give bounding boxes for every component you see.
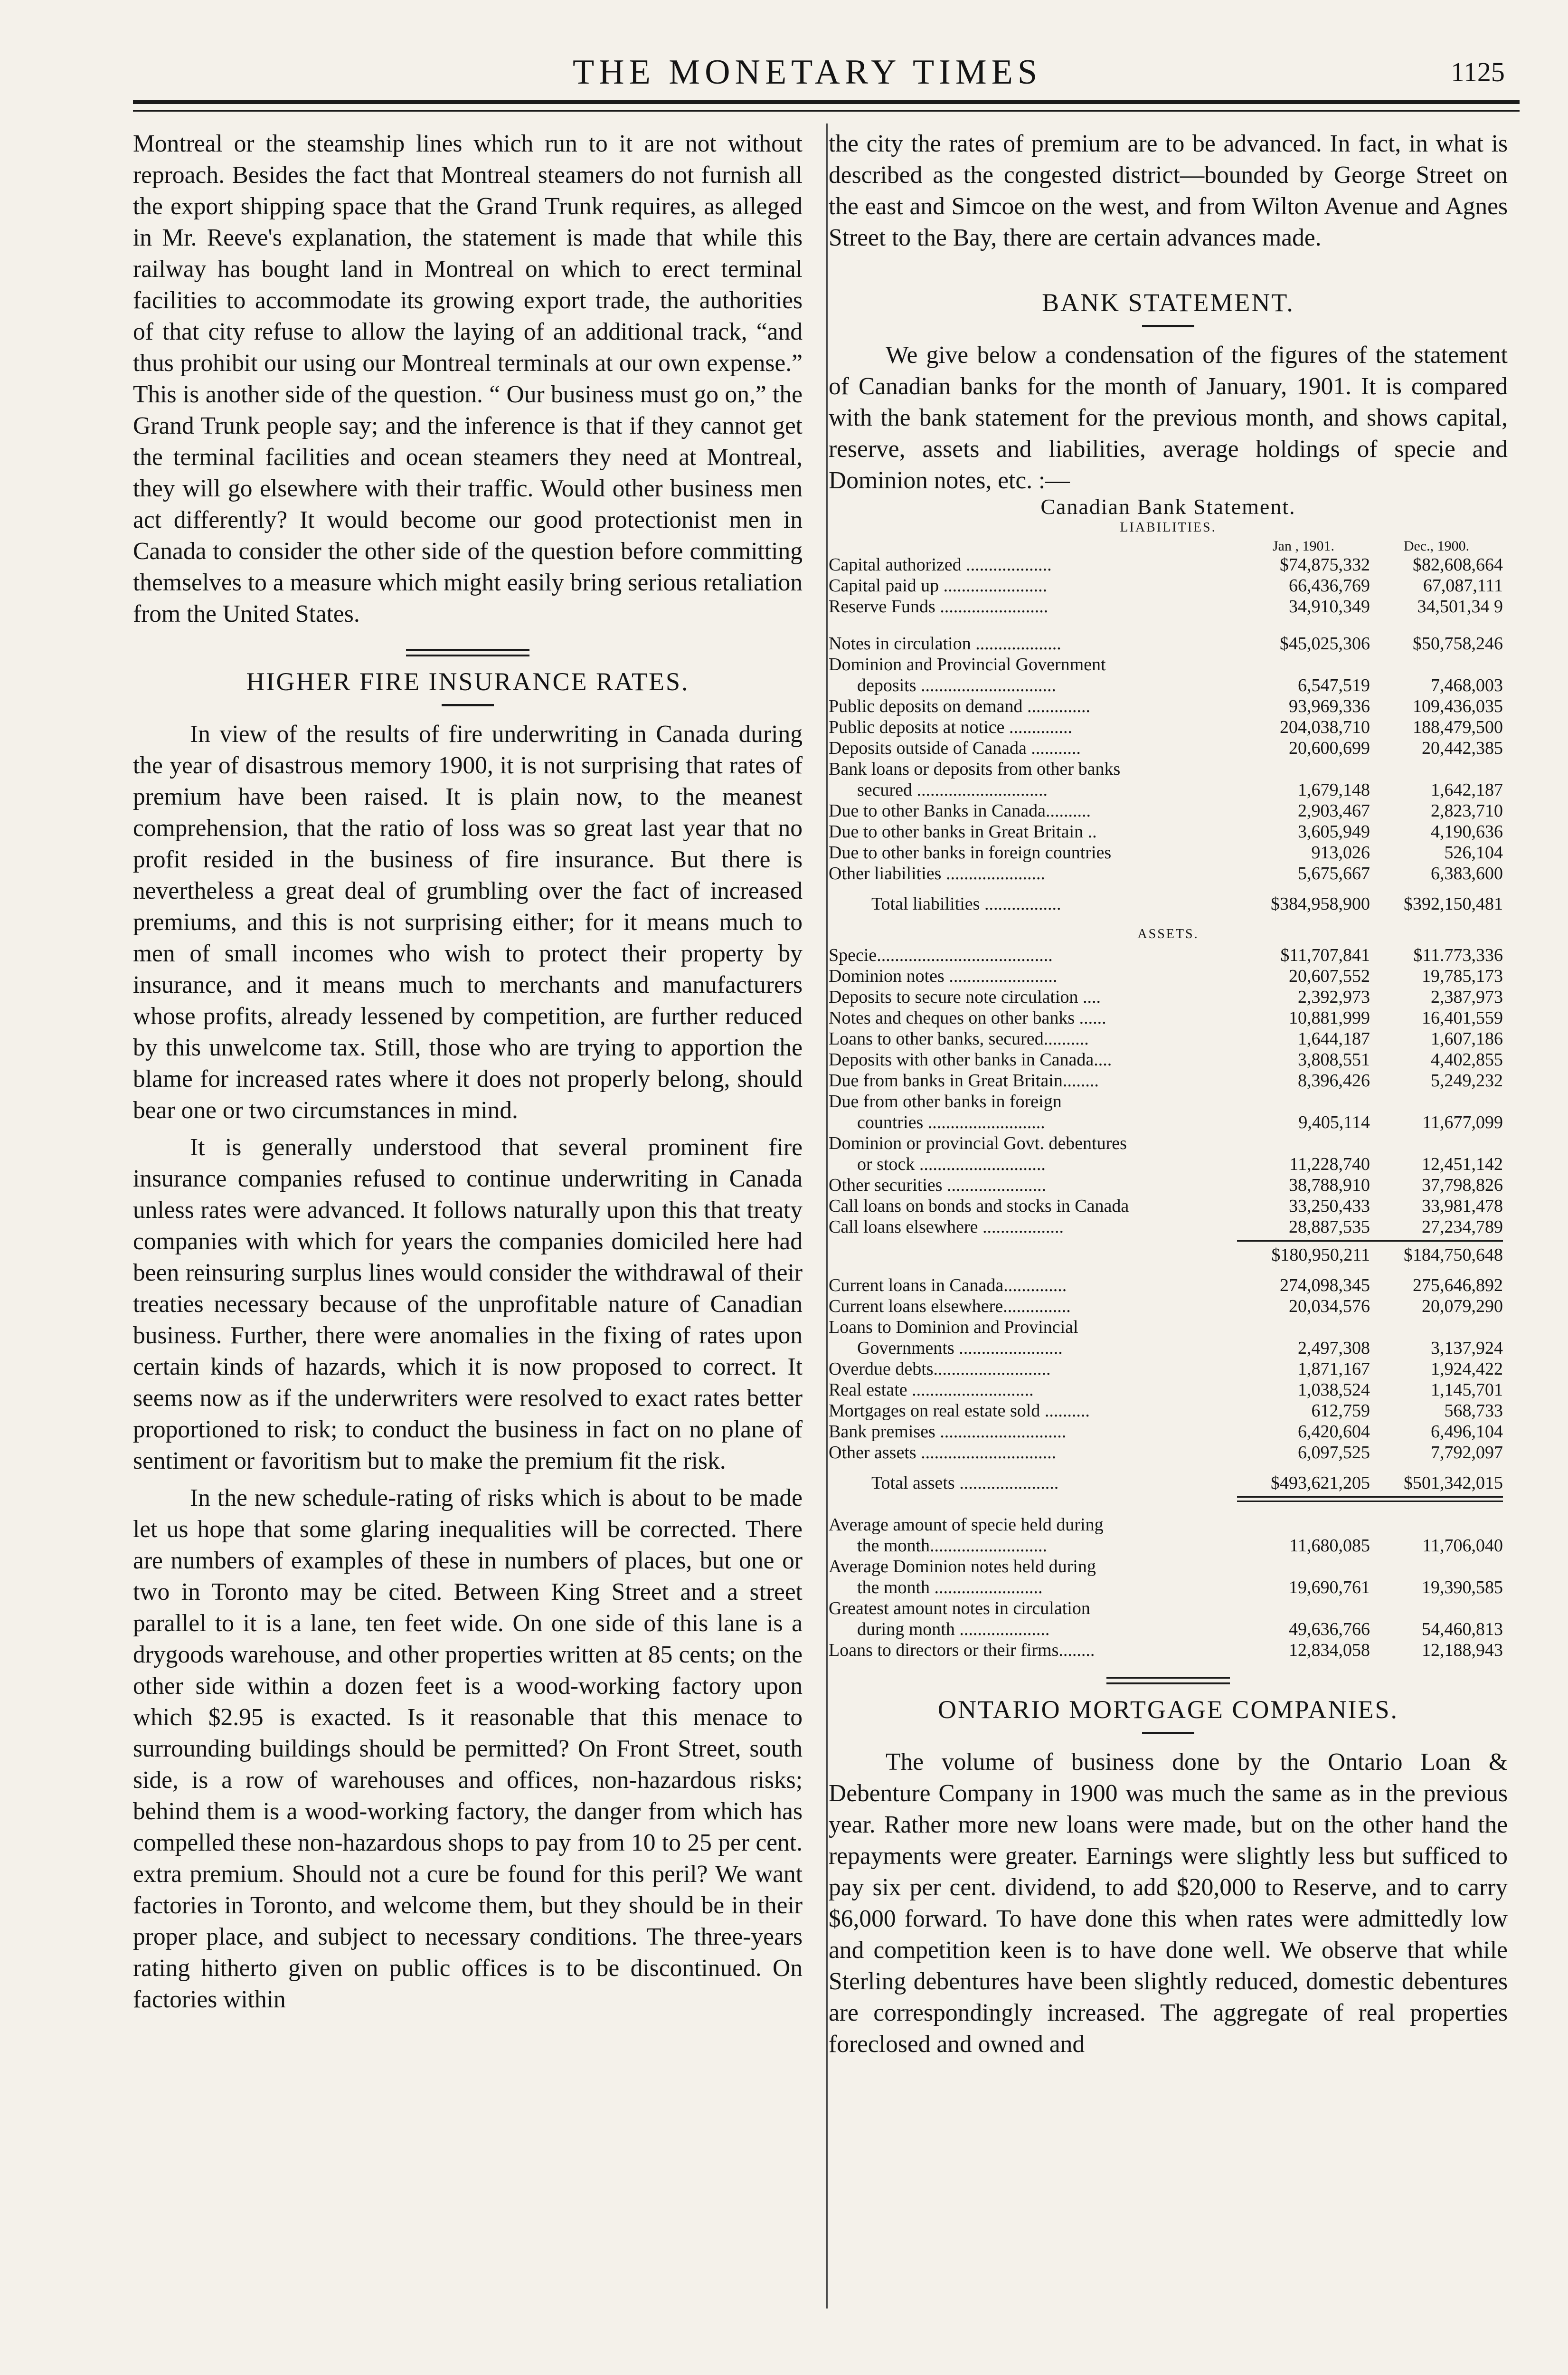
column-header-dec-1900: Dec., 1900. — [1403, 538, 1470, 554]
value-dec-1900: 2,387,973 — [1431, 987, 1503, 1007]
section-double-rule — [406, 647, 529, 659]
value-jan-1901: $11,707,841 — [1280, 945, 1370, 965]
row-label: Due from banks in Great Britain........ — [829, 1071, 1099, 1091]
row-label: Other assets .............................. — [829, 1443, 1057, 1463]
row-label: Other liabilities ...................... — [829, 864, 1045, 884]
paragraph: In view of the results of fire underwriting in Canada during the year of disastrous memory 1900, it is not surprising that rates of premium have been raised. It is plain now, to the meanest comprehension, that the ratio of loss was so great last year that no profit resided in the business of fire insurance. But there is nevertheless a great deal of grumbling over the fact of increased premiums, and this is not surprising either; for it means much to men of small incomes who wish to protect their property by insurance, and it means much to merchants and manufacturers whose profits, already lessened by competition, are further reduced by this unwelcome tax. Still, those who are trying to apportion the blame for increased rates where it does not properly belong, should bear one or two circumstances in mind. — [133, 721, 803, 1124]
table-row — [829, 945, 1508, 966]
table-row — [829, 759, 1508, 779]
value-dec-1900: 16,401,559 — [1422, 1008, 1503, 1028]
row-label: the month ........................ — [857, 1577, 1043, 1597]
value-dec-1900: 7,468,003 — [1431, 675, 1503, 695]
value-dec-1900: $11.773,336 — [1413, 945, 1503, 965]
value-jan-1901 — [1237, 1091, 1370, 1112]
table-row — [829, 717, 1508, 738]
row-label: Average Dominion notes held during — [829, 1557, 1096, 1577]
table-row — [829, 779, 1508, 800]
row-label: Due to other banks in foreign countries — [829, 843, 1112, 863]
table-row — [829, 1577, 1508, 1598]
table-row — [829, 1556, 1508, 1577]
row-label: deposits .............................. — [857, 675, 1057, 695]
value-jan-1901: 3,605,949 — [1298, 822, 1370, 842]
title-dash — [1142, 1732, 1194, 1734]
row-label: Loans to other banks, secured.......... — [829, 1029, 1089, 1049]
table-row — [829, 1154, 1508, 1175]
table-row — [829, 821, 1508, 842]
value-jan-1901: 20,600,699 — [1289, 738, 1370, 758]
value-jan-1901: 20,607,552 — [1289, 966, 1370, 986]
table-row — [829, 1007, 1508, 1028]
value-dec-1900: 11,677,099 — [1422, 1112, 1503, 1132]
value-jan-1901 — [1237, 1317, 1370, 1338]
table-row — [829, 1400, 1508, 1421]
table-row — [829, 1317, 1508, 1338]
value-jan-1901: 274,098,345 — [1280, 1275, 1370, 1295]
row-label: countries .......................... — [857, 1112, 1045, 1132]
title-dash — [442, 704, 494, 706]
value-dec-1900: 4,190,636 — [1431, 822, 1503, 842]
table-row — [829, 1296, 1508, 1317]
table-row — [829, 1421, 1508, 1442]
value-jan-1901: 19,690,761 — [1289, 1577, 1370, 1597]
value-jan-1901: 11,680,085 — [1289, 1536, 1370, 1556]
value-dec-1900: $501,342,015 — [1404, 1473, 1503, 1493]
value-jan-1901 — [1237, 1598, 1370, 1619]
row-label: secured ............................. — [857, 780, 1048, 800]
value-dec-1900: 37,798,826 — [1422, 1175, 1503, 1195]
value-jan-1901: 1,679,148 — [1298, 780, 1370, 800]
row-label: Deposits to secure note circulation .... — [829, 987, 1101, 1007]
table-row — [829, 800, 1508, 821]
paragraph: The volume of business done by the Ontario Loan & Debenture Company in 1900 was much the same as in the previous year. Rather more new loans were made, but on the other hand the repayments were greater. Earnings were slightly less but sufficed to pay six per cent. dividend, to add $20,000 to Reserve, and to carry $6,000 forward. To have done this when rates were admittedly low and competition keen is to have done well. We observe that while Sterling debentures have been slightly reduced, domestic debentures are correspondingly increased. The aggregate of real properties foreclosed and owned and — [829, 1748, 1508, 2058]
value-dec-1900: 54,460,813 — [1422, 1619, 1503, 1639]
table-row — [829, 1598, 1508, 1619]
table-column-headers — [829, 538, 1508, 554]
table-rule — [1237, 1496, 1503, 1498]
row-label: Mortgages on real estate sold .......... — [829, 1401, 1090, 1421]
masthead — [0, 52, 1568, 100]
value-dec-1900: 20,442,385 — [1422, 738, 1503, 758]
value-dec-1900 — [1370, 759, 1503, 779]
value-dec-1900: 1,924,422 — [1431, 1359, 1503, 1379]
table-row — [829, 554, 1508, 575]
value-jan-1901: $74,875,332 — [1280, 555, 1370, 575]
table-rule — [1237, 1240, 1503, 1242]
table-row — [829, 1070, 1508, 1091]
table-row — [829, 1472, 1508, 1493]
row-label: Specie....................................... — [829, 945, 1053, 965]
row-label: Current loans elsewhere............... — [829, 1296, 1071, 1316]
table-caption: Canadian Bank Statement. — [1040, 494, 1296, 519]
table-row — [829, 1175, 1508, 1196]
row-label: Call loans on bonds and stocks in Canada — [829, 1196, 1129, 1216]
value-jan-1901: 12,834,058 — [1289, 1640, 1370, 1660]
value-dec-1900: 2,823,710 — [1431, 801, 1503, 821]
value-dec-1900: 275,646,892 — [1413, 1275, 1503, 1295]
row-label: Overdue debts.......................... — [829, 1359, 1051, 1379]
value-dec-1900: 33,981,478 — [1422, 1196, 1503, 1216]
row-label: Bank premises ............................ — [829, 1422, 1067, 1442]
table-row — [829, 1196, 1508, 1216]
value-dec-1900: 34,501,34 9 — [1417, 597, 1503, 617]
value-jan-1901: $45,025,306 — [1280, 634, 1370, 654]
value-dec-1900 — [1370, 1598, 1503, 1619]
table-row — [829, 842, 1508, 863]
left-column — [133, 128, 803, 2015]
table-row — [829, 1244, 1508, 1265]
value-jan-1901: 8,396,426 — [1298, 1071, 1370, 1091]
value-dec-1900: 4,402,855 — [1431, 1050, 1503, 1070]
value-dec-1900: 6,496,104 — [1431, 1422, 1503, 1442]
value-jan-1901 — [1237, 1556, 1370, 1577]
value-dec-1900: 11,706,040 — [1422, 1536, 1503, 1556]
table-row — [829, 1535, 1508, 1556]
section-double-rule — [1106, 1675, 1230, 1687]
row-label: Due to other Banks in Canada.......... — [829, 801, 1091, 821]
row-label: Notes in circulation ................... — [829, 634, 1061, 654]
value-dec-1900: 1,145,701 — [1431, 1380, 1503, 1400]
table-row — [829, 1640, 1508, 1661]
table-row — [829, 738, 1508, 759]
value-dec-1900: 188,479,500 — [1413, 717, 1503, 737]
value-jan-1901: 612,759 — [1311, 1401, 1370, 1421]
value-dec-1900: 19,390,585 — [1422, 1577, 1503, 1597]
liabilities-heading: LIABILITIES. — [1120, 520, 1217, 535]
article-continued-paragraph: the city the rates of premium are to be advanced. In fact, in what is described as the congested district—bounded by George Street on the east and Simcoe on the west, and from Wilton Avenue and Agnes Street to the Bay, there are certain advances made. — [829, 130, 1508, 251]
value-jan-1901: 38,788,910 — [1289, 1175, 1370, 1195]
value-jan-1901: 6,547,519 — [1298, 675, 1370, 695]
value-jan-1901: 28,887,535 — [1289, 1217, 1370, 1237]
table-row — [829, 966, 1508, 987]
header-rule — [133, 100, 1520, 104]
value-dec-1900: $392,150,481 — [1404, 894, 1503, 914]
value-jan-1901 — [1237, 654, 1370, 675]
table-row — [829, 1112, 1508, 1133]
value-dec-1900: 109,436,035 — [1413, 696, 1503, 716]
header-rule-thin — [133, 110, 1520, 112]
row-label: Current loans in Canada.............. — [829, 1275, 1067, 1295]
row-label: Call loans elsewhere .................. — [829, 1217, 1064, 1237]
table-row — [829, 987, 1508, 1007]
value-jan-1901: 33,250,433 — [1289, 1196, 1370, 1216]
table-row — [829, 696, 1508, 717]
value-jan-1901: 2,903,467 — [1298, 801, 1370, 821]
title-dash — [1142, 325, 1194, 327]
value-dec-1900: 568,733 — [1444, 1401, 1503, 1421]
value-dec-1900: 526,104 — [1444, 843, 1503, 863]
table-row — [829, 893, 1508, 914]
paragraph: It is generally understood that several prominent fire insurance companies refused to continue underwriting in Canada unless rates were advanced. It follows naturally upon this that treaty companies with which for years the companies domiciled here had been reinsuring surplus lines would consider the withdrawal of their treaties necessary because of the unprofitable nature of Canadian business. Further, there were anomalies in the fixing of rates upon certain kinds of hazards, which it is now proposed to correct. It seems now as if the underwriters were resolved to exact rates better proportioned to risk; to conduct the business in fact on no plane of sentiment or favoritism but to make the premium fit the risk. — [133, 1134, 803, 1474]
row-label: or stock ............................ — [857, 1154, 1046, 1174]
publication-title: THE MONETARY TIMES — [572, 53, 1042, 92]
value-jan-1901: 2,497,308 — [1298, 1338, 1370, 1358]
right-column — [829, 128, 1508, 2060]
row-label: Average amount of specie held during — [829, 1515, 1104, 1535]
row-label — [829, 1244, 1237, 1265]
table-row — [829, 1514, 1508, 1535]
value-jan-1901: 34,910,349 — [1289, 597, 1370, 617]
row-label: Governments ....................... — [857, 1338, 1063, 1358]
value-jan-1901: 1,871,167 — [1298, 1359, 1370, 1379]
value-dec-1900: 7,792,097 — [1431, 1443, 1503, 1463]
table-row — [829, 863, 1508, 884]
value-jan-1901: 204,038,710 — [1280, 717, 1370, 737]
row-label: Dominion notes ........................ — [829, 966, 1058, 986]
value-jan-1901: 2,392,973 — [1298, 987, 1370, 1007]
value-dec-1900: 19,785,173 — [1422, 966, 1503, 986]
value-dec-1900 — [1370, 1514, 1503, 1535]
value-jan-1901 — [1237, 1514, 1370, 1535]
row-label: Public deposits at notice .............. — [829, 717, 1072, 737]
value-jan-1901: $493,621,205 — [1271, 1473, 1370, 1493]
value-dec-1900: $184,750,648 — [1404, 1245, 1503, 1265]
value-jan-1901: 6,097,525 — [1298, 1443, 1370, 1463]
table-row — [829, 1358, 1508, 1379]
value-jan-1901: 3,808,551 — [1298, 1050, 1370, 1070]
value-dec-1900: 5,249,232 — [1431, 1071, 1503, 1091]
value-jan-1901: 20,034,576 — [1289, 1296, 1370, 1316]
row-label: Loans to Dominion and Provincial — [829, 1317, 1078, 1337]
value-jan-1901: 66,436,769 — [1289, 576, 1370, 596]
value-jan-1901 — [1237, 1133, 1370, 1154]
table-row — [829, 654, 1508, 675]
row-label: Public deposits on demand .............. — [829, 696, 1090, 716]
table-row — [829, 1216, 1508, 1237]
table-row — [829, 1619, 1508, 1640]
row-label: Due from other banks in foreign — [829, 1092, 1062, 1112]
bank-statement-table — [829, 496, 1508, 1661]
row-label: during month .................... — [857, 1619, 1050, 1639]
table-row — [829, 1379, 1508, 1400]
row-label: Total liabilities ................. — [871, 894, 1061, 914]
value-dec-1900: 3,137,924 — [1431, 1338, 1503, 1358]
row-label: Due to other banks in Great Britain .. — [829, 822, 1097, 842]
row-label: Bank loans or deposits from other banks — [829, 759, 1121, 779]
row-label: Total assets ...................... — [871, 1473, 1059, 1493]
value-dec-1900: $50,758,246 — [1413, 634, 1503, 654]
table-row — [829, 1133, 1508, 1154]
column-header-jan-1901: Jan , 1901. — [1273, 538, 1334, 554]
column-divider — [826, 124, 828, 2308]
row-label: Deposits outside of Canada ........... — [829, 738, 1081, 758]
row-label: the month.......................... — [857, 1536, 1048, 1556]
row-label: Loans to directors or their firms........ — [829, 1640, 1095, 1660]
assets-heading: ASSETS. — [1137, 927, 1199, 941]
table-row — [829, 575, 1508, 596]
value-jan-1901: 10,881,999 — [1289, 1008, 1370, 1028]
value-jan-1901: $384,958,900 — [1271, 894, 1370, 914]
value-jan-1901: 11,228,740 — [1289, 1154, 1370, 1174]
value-jan-1901: 9,405,114 — [1298, 1112, 1370, 1132]
table-row — [829, 596, 1508, 617]
row-label: Deposits with other banks in Canada.... — [829, 1050, 1112, 1070]
table-row — [829, 1442, 1508, 1463]
value-dec-1900: 67,087,111 — [1423, 576, 1503, 596]
value-dec-1900 — [1370, 1556, 1503, 1577]
value-dec-1900: $82,608,664 — [1413, 555, 1503, 575]
value-dec-1900: 12,188,943 — [1422, 1640, 1503, 1660]
value-jan-1901: 93,969,336 — [1289, 696, 1370, 716]
value-jan-1901: $180,950,211 — [1271, 1245, 1370, 1265]
value-dec-1900 — [1370, 1317, 1503, 1338]
value-dec-1900: 27,234,789 — [1422, 1217, 1503, 1237]
value-dec-1900: 1,642,187 — [1431, 780, 1503, 800]
paragraph: In the new schedule-rating of risks which is about to be made let us hope that some glaring inequalities will be corrected. There are numbers of examples of these in numbers of places, but one or two in Toronto may be cited. Between King Street and a street parallel to it is a lane, ten feet wide. On one side of this lane is a drygoods warehouse, and other properties written at 85 cents; on the other side within a dozen feet is a wood-working factory upon which $2.95 is exacted. Is it reasonable that this menace to surrounding buildings should be permitted? On Front Street, south side, is a row of warehouses and offices, non-hazardous risks; behind them is a wood-working factory, the danger from which has compelled these non-hazardous shops to pay from 10 to 25 per cent. extra premium. Should not a cure be found for this peril? We want factories in Toronto, and welcome them, but they should be in their proper place, and subject to necessary conditions. The three-years rating hitherto given on public offices is to be discontinued. On factories within — [133, 1484, 803, 2013]
row-label: Greatest amount notes in circulation — [829, 1598, 1090, 1618]
row-label: Other securities ...................... — [829, 1175, 1047, 1195]
table-row — [829, 675, 1508, 696]
value-dec-1900 — [1370, 1091, 1503, 1112]
row-label: Notes and cheques on other banks ...... — [829, 1008, 1106, 1028]
row-label: Capital paid up ....................... — [829, 576, 1048, 596]
row-label: Reserve Funds ........................ — [829, 597, 1048, 617]
value-jan-1901: 5,675,667 — [1298, 864, 1370, 884]
value-jan-1901: 1,038,524 — [1298, 1380, 1370, 1400]
value-jan-1901: 913,026 — [1311, 843, 1370, 863]
row-label: Real estate ........................... — [829, 1380, 1034, 1400]
row-label: Dominion and Provincial Government — [829, 655, 1106, 674]
section-title-fire-insurance: HIGHER FIRE INSURANCE RATES. — [246, 667, 690, 696]
value-jan-1901 — [1237, 759, 1370, 779]
article-continued-paragraph: Montreal or the steamship lines which run to it are not without reproach. Besides the fact that Montreal steamers do not furnish all the export shipping space that the Grand Trunk requires, as alleged in Mr. Reeve's explanation, the statement is made that while this railway has bought land in Montreal on which to erect terminal facilities to accommodate its growing export trade, the authorities of that city refuse to allow the laying of an additional track, “and thus prohibit our using our Montreal terminals at our own expense.” This is another side of the question. “ Our business must go on,” the Grand Trunk people say; and the inference is that if they cannot get the terminal facilities and ocean steamers they need at Montreal, they will go elsewhere with their traffic. Would other business men act differently? It would become our good protectionist men in Canada to consider the other side of the question before committing themselves to a measure which might easily bring serious retaliation from the United States. — [133, 130, 803, 627]
paragraph: We give below a condensation of the figures of the statement of Canadian banks for the month of January, 1901. It is compared with the bank statement for the previous month, and shows capital, reserve, assets and liabilities, average holdings of specie and Dominion notes, etc. :— — [829, 342, 1508, 494]
table-row — [829, 1275, 1508, 1296]
value-jan-1901: 1,644,187 — [1298, 1029, 1370, 1049]
table-row — [829, 1049, 1508, 1070]
page-number: 1125 — [1451, 57, 1505, 87]
value-dec-1900: 12,451,142 — [1422, 1154, 1503, 1174]
section-title-bank-statement: BANK STATEMENT. — [1042, 288, 1294, 317]
section-title-ontario-mortgage: ONTARIO MORTGAGE COMPANIES. — [938, 1695, 1398, 1724]
value-dec-1900 — [1370, 654, 1503, 675]
value-dec-1900: 6,383,600 — [1431, 864, 1503, 884]
table-row — [829, 1028, 1508, 1049]
row-label: Dominion or provincial Govt. debentures — [829, 1133, 1127, 1153]
value-dec-1900: 1,607,186 — [1431, 1029, 1503, 1049]
table-row — [829, 633, 1508, 654]
value-dec-1900: 20,079,290 — [1422, 1296, 1503, 1316]
row-label: Capital authorized ................... — [829, 555, 1052, 575]
table-rule — [1237, 1501, 1503, 1502]
table-row — [829, 1338, 1508, 1358]
value-jan-1901: 6,420,604 — [1298, 1422, 1370, 1442]
table-row — [829, 1091, 1508, 1112]
value-jan-1901: 49,636,766 — [1289, 1619, 1370, 1639]
value-dec-1900 — [1370, 1133, 1503, 1154]
